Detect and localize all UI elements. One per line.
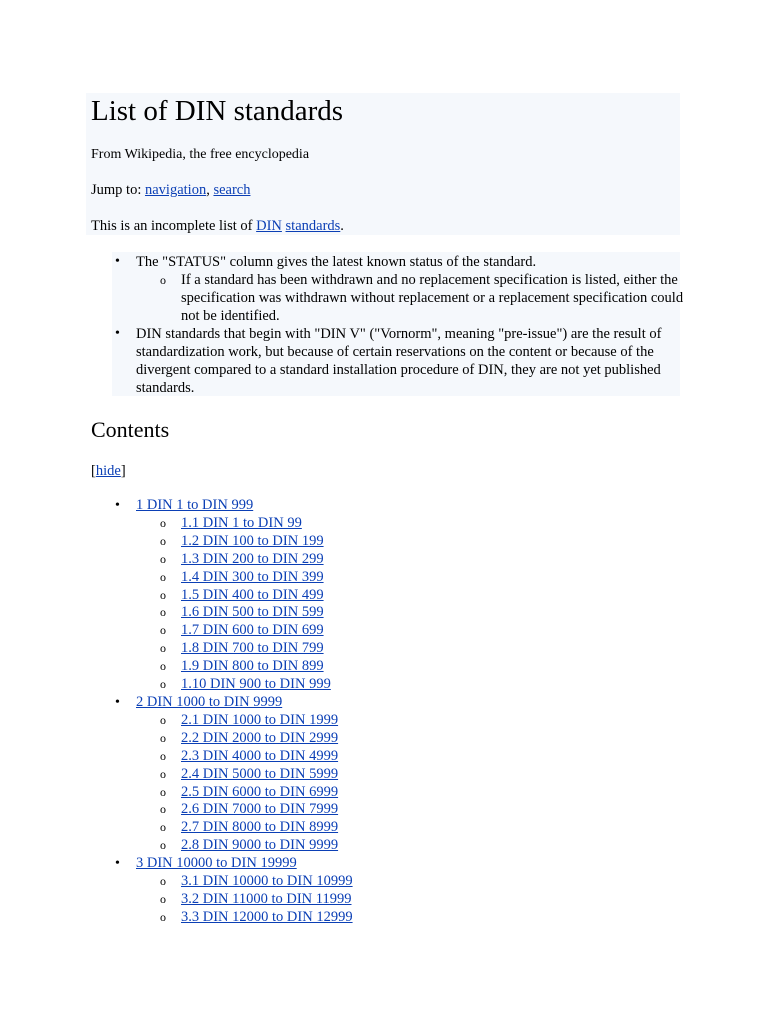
intro-text (91, 217, 344, 235)
circle-bullet-icon: o (160, 748, 166, 763)
circle-bullet-icon: o (160, 569, 166, 584)
circle-bullet-icon: o (160, 677, 166, 692)
bullet-icon: • (115, 326, 120, 341)
toc-link-3-3[interactable]: 3.3 DIN 12000 to DIN 12999 (181, 908, 353, 925)
toc-subitem (160, 604, 536, 622)
table-of-contents (115, 497, 536, 927)
toc-subitem (160, 658, 536, 676)
toc-link-3[interactable]: 3 DIN 10000 to DIN 19999 (136, 855, 297, 872)
toc-sublist-3 (136, 873, 536, 927)
toc-subitem (160, 514, 536, 533)
din-link[interactable]: DIN (256, 218, 282, 234)
toc-subitem (160, 837, 536, 855)
toc-link-2-1[interactable]: 2.1 DIN 1000 to DIN 1999 (181, 711, 339, 728)
notes-list (115, 253, 684, 397)
page-title: List of DIN standards (91, 95, 344, 127)
toc-section (115, 855, 536, 927)
toc-link-1-1[interactable]: 1.1 DIN 1 to DIN 99 (181, 514, 302, 531)
toc-link-1-3[interactable]: 1.3 DIN 200 to DIN 299 (181, 550, 324, 567)
toc-subitem (160, 550, 536, 569)
circle-bullet-icon: o (160, 587, 166, 602)
intro-suffix: . (340, 218, 344, 234)
jump-prefix: Jump to: (91, 182, 145, 198)
toc-link-2-2[interactable]: 2.2 DIN 2000 to DIN 2999 (181, 729, 339, 746)
bullet-icon: • (115, 694, 120, 710)
note-item (115, 325, 684, 397)
toc-link-2-5[interactable]: 2.5 DIN 6000 to DIN 6999 (181, 783, 339, 800)
toc-link-2-6[interactable]: 2.6 DIN 7000 to DIN 7999 (181, 801, 339, 818)
circle-bullet-icon: o (160, 838, 166, 853)
toc-subitem (160, 729, 536, 748)
note-item (115, 253, 684, 325)
toggle-open-bracket: [ (91, 463, 96, 479)
bullet-icon: • (115, 856, 120, 872)
navigation-link[interactable]: navigation (144, 182, 207, 198)
toc-section (115, 497, 536, 694)
toc-link-2-4[interactable]: 2.4 DIN 5000 to DIN 5999 (181, 765, 339, 782)
toc-sublist-1 (136, 515, 536, 694)
toc-subitem (160, 640, 536, 658)
hide-contents-link[interactable]: hide (95, 463, 121, 479)
toc-subitem (160, 801, 536, 819)
toc-subitem (160, 586, 536, 605)
toc-subitem (160, 908, 536, 927)
jump-separator: , (206, 182, 214, 198)
circle-bullet-icon: o (160, 712, 166, 727)
toc-subitem (160, 622, 536, 640)
toc-link-3-2[interactable]: 3.2 DIN 11000 to DIN 11999 (181, 890, 352, 907)
circle-bullet-icon: o (160, 891, 166, 906)
circle-bullet-icon: o (160, 515, 166, 530)
toc-link-1[interactable]: 1 DIN 1 to DIN 999 (136, 497, 254, 513)
toc-subitem (160, 568, 536, 587)
toc-subitem (160, 747, 536, 766)
circle-bullet-icon: o (160, 623, 166, 638)
toc-link-2-7[interactable]: 2.7 DIN 8000 to DIN 8999 (181, 819, 339, 836)
note-text: DIN standards that begin with "DIN V" ("Vornorm", meaning "pre-issue") are the result of standardization work, but because of certain reservations on the content or because of the divergent compared to a standard installation procedure of DIN, they are not yet published standards. (136, 326, 662, 396)
toc-link-1-7[interactable]: 1.7 DIN 600 to DIN 699 (181, 622, 324, 639)
circle-bullet-icon: o (160, 605, 166, 620)
toc-subitem (160, 890, 536, 909)
toc-subitem (160, 819, 536, 837)
circle-bullet-icon: o (160, 802, 166, 817)
toc-link-1-10[interactable]: 1.10 DIN 900 to DIN 999 (181, 676, 331, 693)
note-subtext: If a standard has been withdrawn and no replacement specification is listed, either the specification was withdrawn without replacement or a replacement specification could not be identified. (181, 272, 684, 324)
circle-bullet-icon: o (160, 784, 166, 799)
toc-link-2[interactable]: 2 DIN 1000 to DIN 9999 (136, 693, 283, 710)
standards-link[interactable]: standards (285, 218, 341, 234)
search-link[interactable]: search (213, 182, 251, 198)
toc-subitem (160, 676, 536, 694)
bullet-icon: • (115, 254, 120, 269)
toc-link-1-2[interactable]: 1.2 DIN 100 to DIN 199 (181, 532, 324, 549)
circle-bullet-icon: o (160, 766, 166, 781)
note-subitem (160, 271, 684, 325)
note-text: The "STATUS" column gives the latest known status of the standard. (136, 254, 537, 270)
circle-bullet-icon: o (160, 551, 166, 566)
circle-bullet-icon: o (160, 730, 166, 745)
toc-link-3-1[interactable]: 3.1 DIN 10000 to DIN 10999 (181, 873, 353, 890)
toc-link-2-3[interactable]: 2.3 DIN 4000 to DIN 4999 (181, 747, 339, 764)
tagline: From Wikipedia, the free encyclopedia (91, 147, 310, 162)
circle-bullet-icon: o (160, 641, 166, 656)
toc-subitem (160, 873, 536, 891)
toc-sublist-2 (136, 712, 536, 855)
bullet-icon: • (115, 498, 120, 513)
toc-link-1-6[interactable]: 1.6 DIN 500 to DIN 599 (181, 604, 324, 621)
contents-toggle (91, 462, 126, 480)
toc-subitem (160, 532, 536, 551)
circle-bullet-icon: o (160, 273, 166, 287)
toggle-close-bracket: ] (120, 463, 126, 479)
toc-link-1-9[interactable]: 1.9 DIN 800 to DIN 899 (181, 658, 324, 675)
circle-bullet-icon: o (160, 874, 166, 889)
toc-subitem (160, 711, 536, 730)
toc-section (115, 693, 536, 855)
jump-links (91, 181, 250, 199)
toc-subitem (160, 765, 536, 784)
circle-bullet-icon: o (160, 820, 166, 835)
circle-bullet-icon: o (160, 909, 166, 924)
toc-link-2-8[interactable]: 2.8 DIN 9000 to DIN 9999 (181, 837, 339, 854)
toc-subitem (160, 783, 536, 802)
note-sublist (136, 271, 684, 325)
circle-bullet-icon: o (160, 659, 166, 674)
intro-prefix: This is an incomplete list of (91, 218, 257, 234)
toc-link-1-8[interactable]: 1.8 DIN 700 to DIN 799 (181, 640, 324, 657)
toc-link-1-5[interactable]: 1.5 DIN 400 to DIN 499 (181, 586, 324, 603)
toc-link-1-4[interactable]: 1.4 DIN 300 to DIN 399 (181, 568, 324, 585)
circle-bullet-icon: o (160, 533, 166, 548)
contents-heading: Contents (91, 417, 170, 442)
